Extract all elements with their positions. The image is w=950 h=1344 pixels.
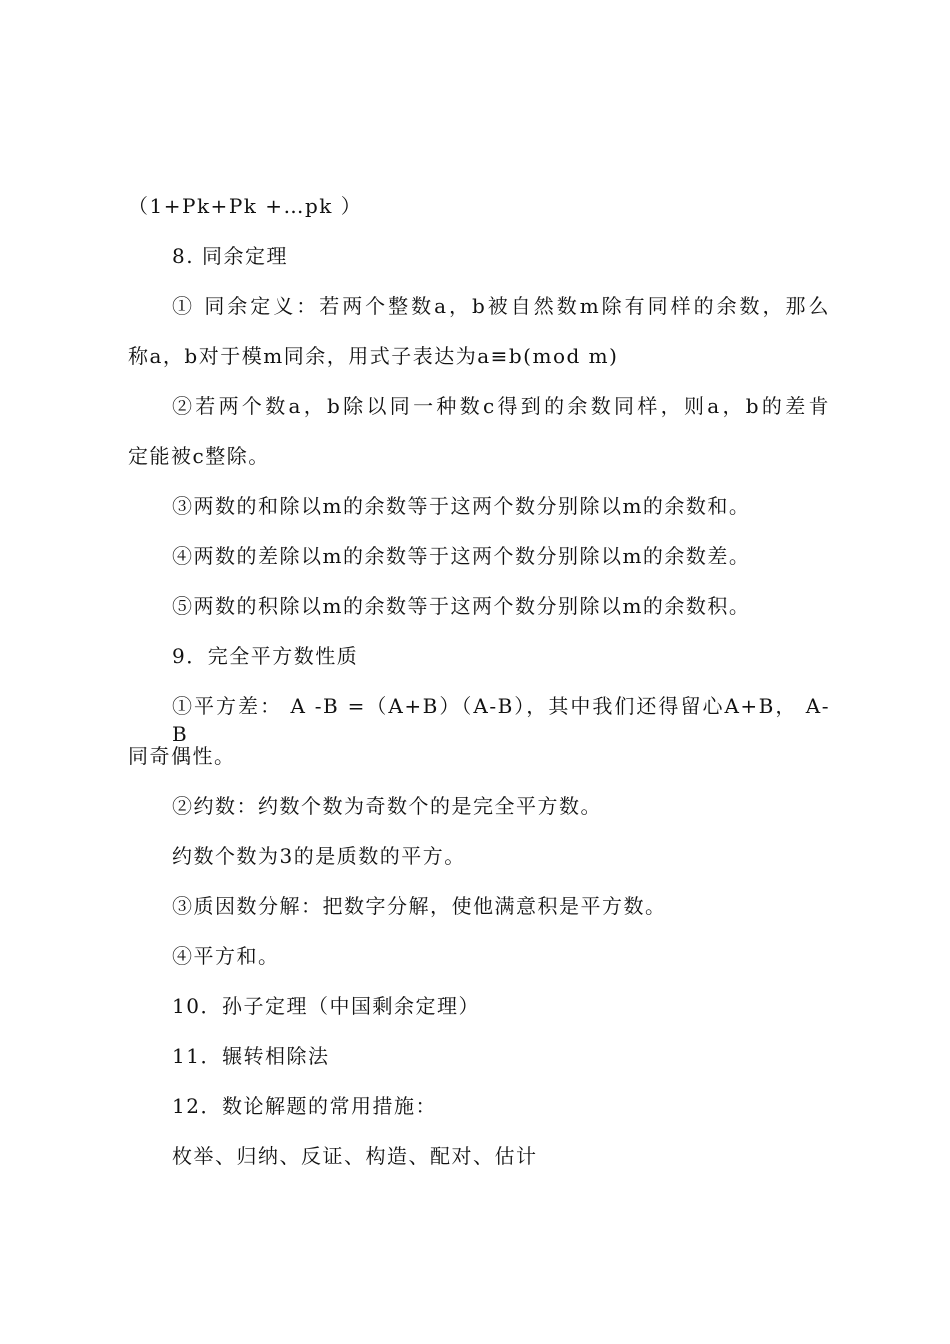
text-line-congruence-definition-cont: 称a，b对于模m同余，用式子表达为a≡b(mod m) [128, 344, 619, 368]
heading-10-chinese-remainder: 10．孙子定理（中国剩余定理） [172, 994, 480, 1018]
text-line-method-list: 枚举、归纳、反证、构造、配对、估计 [172, 1144, 538, 1168]
heading-11-euclidean-algorithm: 11．辗转相除法 [172, 1044, 330, 1068]
text-line-sum-remainder: ③两数的和除以m的余数等于这两个数分别除以m的余数和。 [172, 494, 751, 518]
text-line-product-remainder: ⑤两数的积除以m的余数等于这两个数分别除以m的余数积。 [172, 594, 751, 618]
heading-9-perfect-square: 9．完全平方数性质 [172, 644, 359, 668]
text-line-sigma-formula: （1+Pk+Pk +…pk ） [128, 194, 363, 218]
text-line-prime-factorization: ③质因数分解：把数字分解，使他满意积是平方数。 [172, 894, 667, 918]
text-line-divisor-count-three: 约数个数为3的是质数的平方。 [172, 844, 466, 868]
text-line-sum-of-squares: ④平方和。 [172, 944, 280, 968]
text-line-difference-of-squares: ①平方差： A -B =（A+B）（A-B），其中我们还得留心A+B， A-B [172, 694, 830, 746]
text-line-divisor-count-odd: ②约数：约数个数为奇数个的是完全平方数。 [172, 794, 602, 818]
heading-8-congruence-theorem: 8. 同余定理 [172, 244, 288, 268]
text-line-congruence-difference: ②若两个数a，b除以同一种数c得到的余数同样，则a，b的差肯 [172, 394, 830, 418]
text-line-same-parity: 同奇偶性。 [128, 744, 236, 768]
text-line-difference-remainder: ④两数的差除以m的余数等于这两个数分别除以m的余数差。 [172, 544, 751, 568]
text-line-congruence-definition: ① 同余定义：若两个整数a，b被自然数m除有同样的余数，那么 [172, 294, 830, 318]
heading-12-common-methods: 12．数论解题的常用措施： [172, 1094, 437, 1118]
text-line-congruence-difference-cont: 定能被c整除。 [128, 444, 270, 468]
